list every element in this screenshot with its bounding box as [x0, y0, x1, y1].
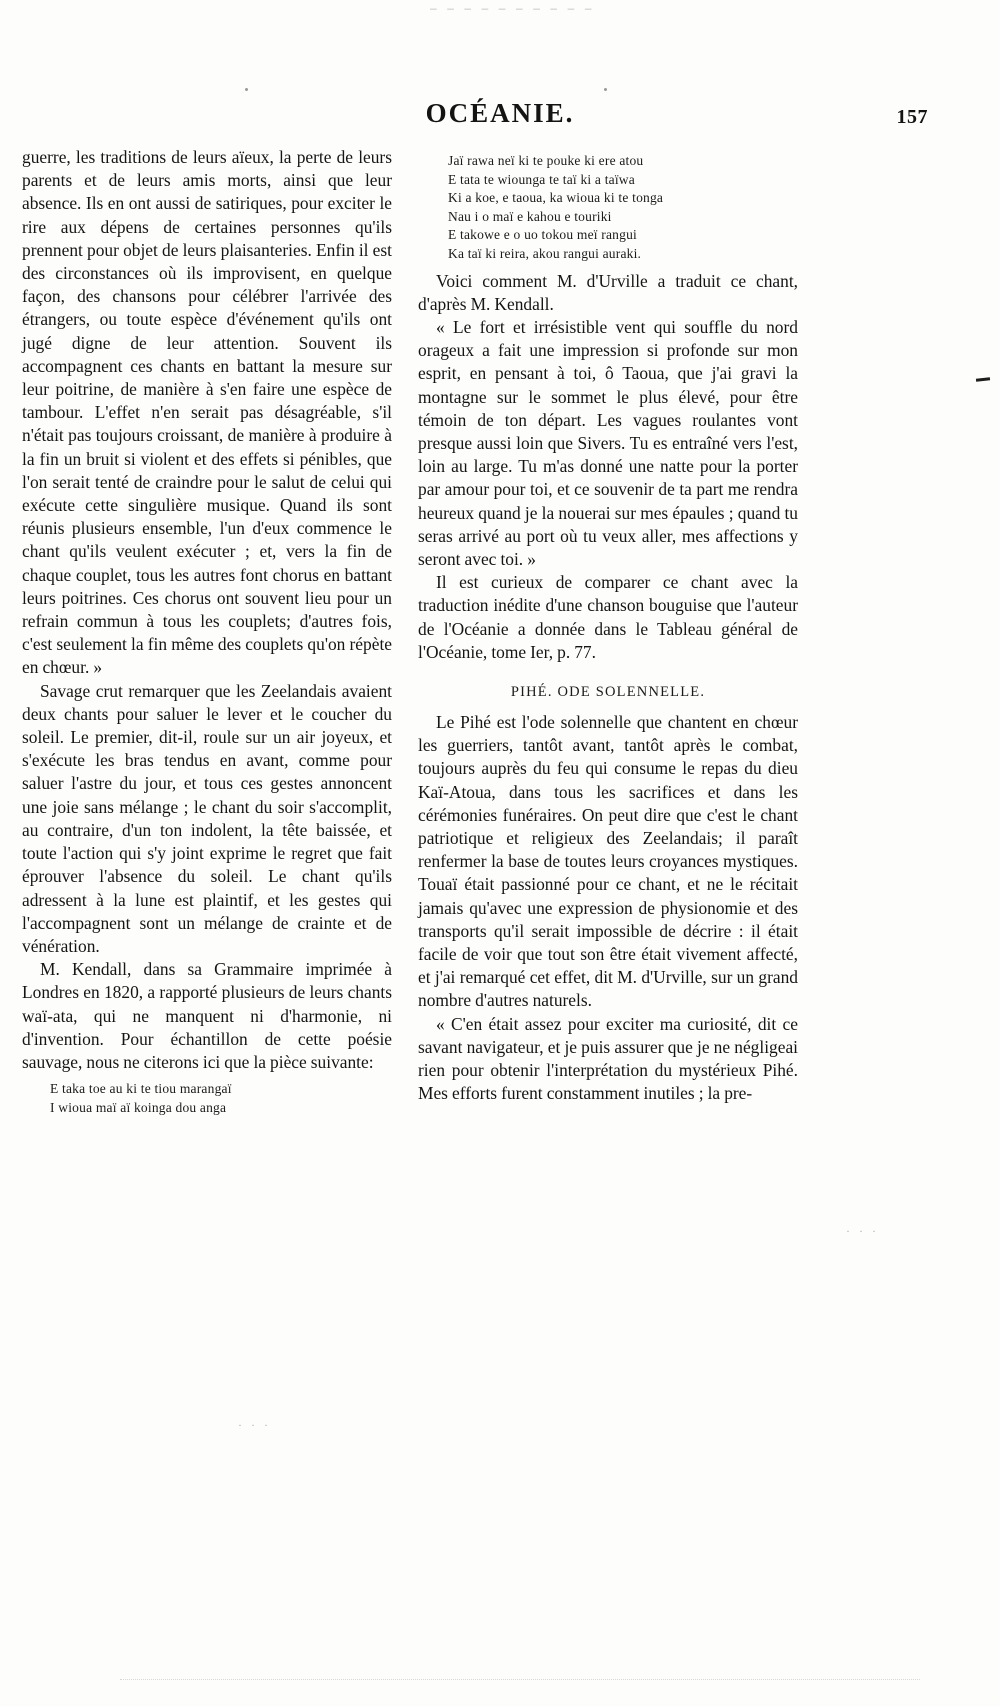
paragraph: M. Kendall, dans sa Grammaire imprimée à Londres en 1820, a rapporté plusieurs de leurs chants waï-ata, qui ne manquent ni d'harmonie, ni d'invention. Pour échantillon de cette poésie sauvage, nous ne citerons ici que la pièce suivante: [22, 959, 392, 1072]
section-subhead: PIHÉ. ODE SOLENNELLE. [510, 684, 706, 701]
right-column [418, 146, 798, 1105]
ornament-dots-bottom: · · · [238, 1418, 271, 1432]
verse-line: Jaï rawa neï ki te pouke ki ere atou [448, 153, 644, 168]
verse-line: I wioua maï aï koinga dou anga [50, 1099, 227, 1115]
ornament-dots-right: · · · [846, 1224, 879, 1238]
paragraph: « C'en était assez pour exciter ma curiosité, dit ce savant navigateur, et je puis assurer que je ne négligeai rien pour obtenir l'interprétation du mystérieux Pihé. Mes efforts furent constamment inutiles ; la pre- [418, 1013, 798, 1104]
scan-artifact-bottom [120, 1679, 920, 1690]
paragraph: Il est curieux de comparer ce chant avec la traduction inédite d'une chanson bouguise que l'auteur de l'Océanie a donnée dans le Tableau général de l'Océanie, tome Ier, p. 77. [418, 572, 798, 662]
paragraph: « Le fort et irrésistible vent qui souffle du nord orageux a fait une impression si profonde sur mon esprit, en pensant à toi, ô Taoua, que j'ai gravi la montagne sur le sommet le plus élevé, pour être témoin de ton départ. Les vagues roulantes vont presque aussi loin que Sivers. Tu es entraîné vers l'est, loin au large. Tu m'as donné une natte pour la porter par amour pour toi, et ce souvenir de ta part me rendra heureux quand je la nouerai sur mes épaules ; quand tu seras arrivé au port où tu veux aller, mes affections y seront avec toi. » [418, 316, 798, 569]
page-header [0, 98, 1000, 138]
paragraph: Voici comment M. d'Urville a traduit ce chant, d'après M. Kendall. [418, 270, 798, 314]
left-column [22, 146, 392, 1117]
paragraph: Savage crut remarquer que les Zeelandais avaient deux chants pour saluer le lever et le coucher du soleil. Le premier, dit-il, roule sur un air joyeux, et s'exécute les bras tendus en avant, comme pour saluer l'astre du jour, et tous ces gestes annoncent une joie sans mélange ; le chant du soir s'accomplit, au contraire, d'un ton indolent, la tête baissée, et toute l'action qui s'y joint exprime le regret que fait éprouver l'absence du soleil. Le chant qu'ils adressent à la lune est plaintif, et les gestes qui l'accompagnent sont un mélange de crainte et de vénération. [22, 680, 392, 956]
margin-mark [976, 377, 990, 381]
speck-right [604, 88, 607, 91]
verse-line: E tata te wiounga te taï ki a taïwa [448, 171, 635, 187]
verse-block-top [448, 152, 798, 264]
running-head: OCÉANIE. [425, 98, 575, 128]
paragraph: Le Pihé est l'ode solennelle que chantent en chœur les guerriers, tantôt avant, tantôt après le combat, toujours auprès du feu qui consume le repas du dieu Kaï-Atoua, dans tous les sacrifices et dans les cérémonies funéraires. On peut dire que c'est le chant patriotique et religieux des Zeelandais; il paraît renfermer la base de toutes leurs croyances mystiques. Touaï était passionné pour ce chant, et ne le récitait jamais qu'avec une expression de physionomie et des transports qu'il serait impossible de décrire : il était facile de voir que tout son être était vivement affecté, et j'ai remarqué cet effet, dit M. d'Urville, sur un grand nombre d'autres naturels. [418, 712, 798, 1011]
scan-artifact-top: — — — — — — — — — — [430, 4, 594, 16]
verse-line: Nau i o maï e kahou e touriki [448, 208, 612, 224]
verse-line: Ka taï ki reira, akou rangui auraki. [448, 245, 642, 261]
verse-line: Ki a koe, e taoua, ka wioua ki te tonga [448, 190, 664, 206]
verse-line: E taka toe au ki te tiou marangaï [50, 1081, 232, 1097]
paragraph: guerre, les traditions de leurs aïeux, la perte de leurs parents et de leurs amis morts, ainsi que leur absence. Ils en ont aussi de satiriques, pour exciter le rire aux dépens de certaines personnes qu'ils prennent pour objet de leurs plaisanteries. Enfin il est des circonstances où ils improvisent, en quelque façon, des chansons pour célébrer l'arrivée des étrangers, ou toute espèce d'événement qu'ils ont jugé digne de leur attention. Souvent ils accompagnent ces chants en battant la mesure sur leur poitrine, de manière à s'en faire une espèce de tambour. L'effet n'en serait pas désagréable, s'il n'était pas toujours croissant, de manière à produire à la fin un bruit si violent et des effets si pénibles, que l'on serait tenté de craindre pour le salut de celui qui exécute cette singulière musique. Quand ils sont réunis plusieurs ensemble, l'un d'eux commence le chant qu'ils veulent exécuter ; et, vers la fin de chaque couplet, tous les autres font chorus en battant leurs poitrines. Ces chorus ont souvent lieu pour un refrain commun à tous les couplets; d'autres fois, c'est seulement la fin même des couplets qu'on répète en chœur. » [22, 147, 392, 678]
page-number: 157 [896, 106, 928, 128]
speck-left [245, 88, 248, 91]
verse-line: E takowe e o uo tokou meï rangui [448, 227, 637, 243]
verse-block [50, 1080, 392, 1117]
